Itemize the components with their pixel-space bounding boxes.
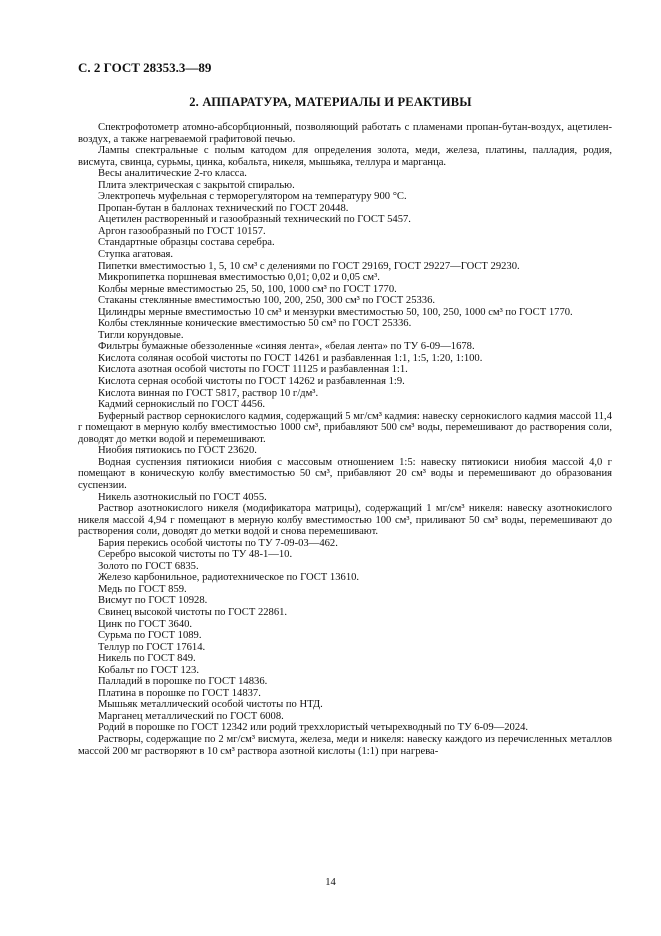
- paragraph: Микропипетка поршневая вместимостью 0,01; 0,02 и 0,05 см³.: [98, 272, 380, 284]
- paragraph: Родий в порошке по ГОСТ 12342 или родий треххлористый четырехводный по ТУ 6-09—2024.: [98, 722, 529, 734]
- paragraph: Свинец высокой чистоты по ГОСТ 22861.: [98, 606, 288, 618]
- paragraph: Кадмий сернокислый по ГОСТ 4456.: [98, 399, 266, 411]
- paragraph: Ступка агатовая.: [98, 249, 174, 261]
- paragraph: Никель азотнокислый по ГОСТ 4055.: [98, 491, 267, 503]
- paragraph: Железо карбонильное, радиотехническое по ГОСТ 13610.: [98, 572, 360, 584]
- paragraph: Медь по ГОСТ 859.: [98, 583, 187, 595]
- paragraph: Весы аналитические 2-го класса.: [98, 168, 247, 180]
- paragraph: Теллур по ГОСТ 17614.: [98, 641, 206, 653]
- paragraph: Лампы спектральные с полым катодом для определения золота, меди, железа, платины, палладия, родия, висмута, свинца, сурьмы, цинка, кобальта, никеля, мышьяка, теллура и марганца.: [78, 145, 612, 168]
- paragraph: Цилиндры мерные вместимостью 10 см³ и мензурки вместимостью 50, 100, 250, 1000 см³ по ГОСТ 1770.: [98, 306, 573, 318]
- paragraph: Колбы стеклянные конические вместимостью 50 см³ по ГОСТ 25336.: [98, 318, 412, 330]
- paragraph: Палладий в порошке по ГОСТ 14836.: [98, 676, 268, 688]
- paragraph: Марганец металлический по ГОСТ 6008.: [98, 710, 284, 722]
- paragraph: Растворы, содержащие по 2 мг/см³ висмута, железа, меди и никеля: навеску каждого из перечисленных металлов массой 200 мг растворяют в 10 см³ раствора азотной кислоты (1:1) при нагрева-: [78, 733, 612, 757]
- paragraph: Серебро высокой чистоты по ТУ 48-1—10.: [98, 549, 293, 561]
- paragraph: Буферный раствор сернокислого кадмия, содержащий 5 мг/см³ кадмия: навеску сернокислого кадмия массой 11,4 г помещают в мерную колбу вместимостью 1000 см³, прибавляют 500 см³ воды, перемешивают до растворения соли, доводят до метки водой и перемешивают.: [78, 410, 612, 445]
- paragraph: Бария перекись особой чистоты по ТУ 7-09-03—462.: [98, 537, 338, 549]
- body-text: [78, 122, 612, 757]
- paragraph: Кислота винная по ГОСТ 5817, раствор 10 г/дм³.: [98, 387, 319, 399]
- paragraph: Водная суспензия пятиокиси ниобия с массовым отношением 1:5: навеску пятиокиси ниобия массой 4,0 г помещают в коническую колбу вместимостью 50 см³, прибавляют 20 см³ воды и перемешивают до образования суспензии.: [78, 456, 612, 491]
- paragraph: Кислота соляная особой чистоты по ГОСТ 14261 и разбавленная 1:1, 1:5, 1:20, 1:100.: [98, 352, 483, 364]
- paragraph: Ацетилен растворенный и газообразный технический по ГОСТ 5457.: [98, 214, 411, 226]
- paragraph: Электропечь муфельная с терморегулятором на температуру 900 °С.: [98, 191, 407, 203]
- paragraph: Кислота серная особой чистоты по ГОСТ 14262 и разбавленная 1:9.: [98, 376, 405, 388]
- paragraph: Пропан-бутан в баллонах технический по ГОСТ 20448.: [98, 202, 349, 214]
- paragraph: Раствор азотнокислого никеля (модификатора матрицы), содержащий 1 мг/см³ никеля: навеску азотнокислого никеля массой 4,94 г помещают в мерную колбу вместимостью 100 см³, приливают 50 см³ воды, перемешивают до растворения соли, доводят до метки водой и снова перемешивают.: [78, 503, 612, 538]
- paragraph: Кобальт по ГОСТ 123.: [98, 664, 199, 676]
- paragraph: Кислота азотная особой чистоты по ГОСТ 11125 и разбавленная 1:1.: [98, 364, 408, 376]
- paragraph: Плита электрическая с закрытой спиралью.: [98, 179, 295, 191]
- paragraph: Аргон газообразный по ГОСТ 10157.: [98, 225, 266, 237]
- paragraph: Золото по ГОСТ 6835.: [98, 560, 199, 572]
- paragraph: Пипетки вместимостью 1, 5, 10 см³ с делениями по ГОСТ 29169, ГОСТ 29227—ГОСТ 29230.: [98, 260, 520, 272]
- paragraph: Фильтры бумажные обеззоленные «синяя лента», «белая лента» по ТУ 6-09—1678.: [98, 341, 475, 353]
- section-title: 2. АППАРАТУРА, МАТЕРИАЛЫ И РЕАКТИВЫ: [189, 95, 472, 109]
- paragraph: Сурьма по ГОСТ 1089.: [98, 630, 202, 642]
- paragraph: Платина в порошке по ГОСТ 14837.: [98, 687, 261, 699]
- paragraph: Висмут по ГОСТ 10928.: [98, 595, 208, 607]
- paragraph: Никель по ГОСТ 849.: [98, 653, 196, 665]
- paragraph: Колбы мерные вместимостью 25, 50, 100, 1000 см³ по ГОСТ 1770.: [98, 283, 397, 295]
- paragraph: Цинк по ГОСТ 3640.: [98, 618, 193, 630]
- paragraph: Тигли корундовые.: [98, 329, 184, 341]
- page-header: С. 2 ГОСТ 28353.3—89: [78, 60, 212, 75]
- paragraph: Стандартные образцы состава серебра.: [98, 237, 275, 249]
- page-number: 14: [325, 877, 336, 888]
- paragraph: Стаканы стеклянные вместимостью 100, 200, 250, 300 см³ по ГОСТ 25336.: [98, 295, 436, 307]
- paragraph: Мышьяк металлический особой чистоты по НТД.: [98, 699, 323, 711]
- paragraph: Спектрофотометр атомно-абсорбционный, позволяющий работать с пламенами пропан-бутан-воздух, ацетилен-воздух, а также нагреваемой графитовой печью.: [78, 122, 612, 145]
- paragraph: Ниобия пятиокись по ГОСТ 23620.: [98, 445, 257, 457]
